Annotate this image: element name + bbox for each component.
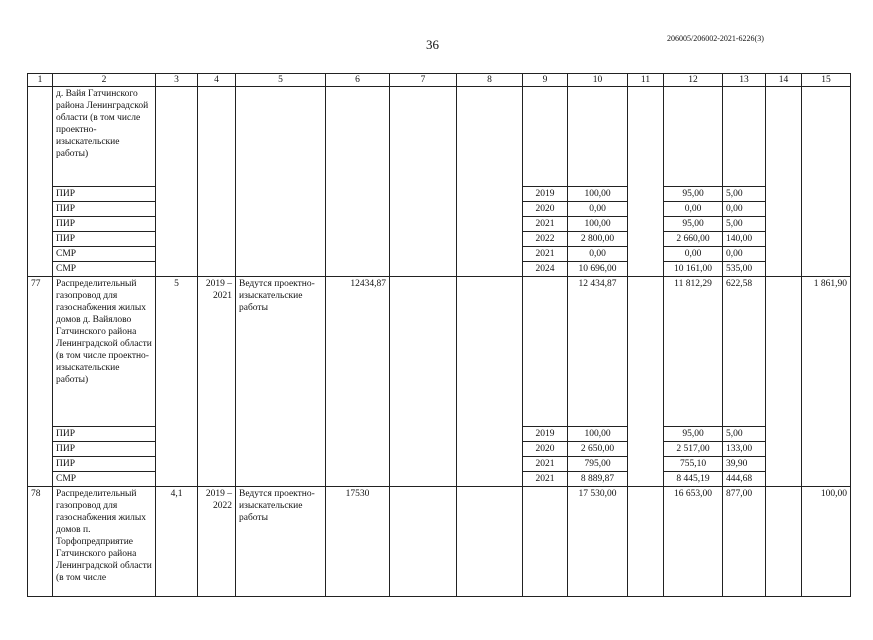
row-number: 78	[28, 487, 53, 597]
document-code: 206005/206002-2021-6226(3)	[667, 34, 764, 43]
col-header: 10	[568, 74, 628, 87]
col-header: 6	[326, 74, 390, 87]
table-row: СМР 2024 10 696,00 10 161,00 535,00	[28, 262, 851, 277]
table-row: ПИР 2020 2 650,00 2 517,00 133,00	[28, 442, 851, 457]
col-header: 13	[723, 74, 766, 87]
table-row: ПИР 2020 0,00 0,00 0,00	[28, 202, 851, 217]
table-row: 78 Распределительный газопровод для газоснабжения жилых домов п. Торфопредприятие Гатчинского района Ленинградской области (в том числе 4,1 2019 – 2022 Ведутся проектно-изыскательские работы 17530 17 530,00 16 653,00 877,00 100,00	[28, 487, 851, 597]
table-row: ПИР 2022 2 800,00 2 660,00 140,00	[28, 232, 851, 247]
works-table	[27, 73, 851, 597]
table-row: 77 Распределительный газопровод для газоснабжения жилых домов д. Вайялово Гатчинского района Ленинградской области (в том числе проектно-изыскательские работы) 5 2019 – 2021 Ведутся проектно-изыскательские работы 12434,87 12 434,87 11 812,29 622,58 1 861,90	[28, 277, 851, 427]
table-row: СМР 2021 0,00 0,00 0,00	[28, 247, 851, 262]
page-number: 36	[426, 37, 439, 52]
col-header: 3	[156, 74, 198, 87]
col-header: 14	[766, 74, 802, 87]
object-name: Распределительный газопровод для газоснабжения жилых домов п. Торфопредприятие Гатчинского района Ленинградской области (в том числе	[53, 487, 156, 597]
col-header: 4	[198, 74, 236, 87]
object-name: Распределительный газопровод для газоснабжения жилых домов д. Вайялово Гатчинского района Ленинградской области (в том числе проектно-изыскательские работы)	[53, 277, 156, 427]
col-header: 2	[53, 74, 156, 87]
col-header: 11	[628, 74, 664, 87]
col-header: 1	[28, 74, 53, 87]
header-row	[28, 74, 851, 87]
object-name: д. Вайя Гатчинского района Ленинградской области (в том числе проектно-изыскательские работы)	[53, 87, 156, 187]
col-header: 15	[802, 74, 851, 87]
table-row: ПИР 2019 100,00 95,00 5,00	[28, 187, 851, 202]
col-header: 5	[236, 74, 326, 87]
table-row: СМР 2021 8 889,87 8 445,19 444,68	[28, 472, 851, 487]
table-row	[28, 87, 851, 187]
col-header: 12	[664, 74, 723, 87]
table-row: ПИР 2021 100,00 95,00 5,00	[28, 217, 851, 232]
table-row: ПИР 2021 795,00 755,10 39,90	[28, 457, 851, 472]
row-number: 77	[28, 277, 53, 487]
table-row: ПИР 2019 100,00 95,00 5,00	[28, 427, 851, 442]
col-header: 8	[457, 74, 523, 87]
col-header: 9	[523, 74, 568, 87]
col-header: 7	[390, 74, 457, 87]
